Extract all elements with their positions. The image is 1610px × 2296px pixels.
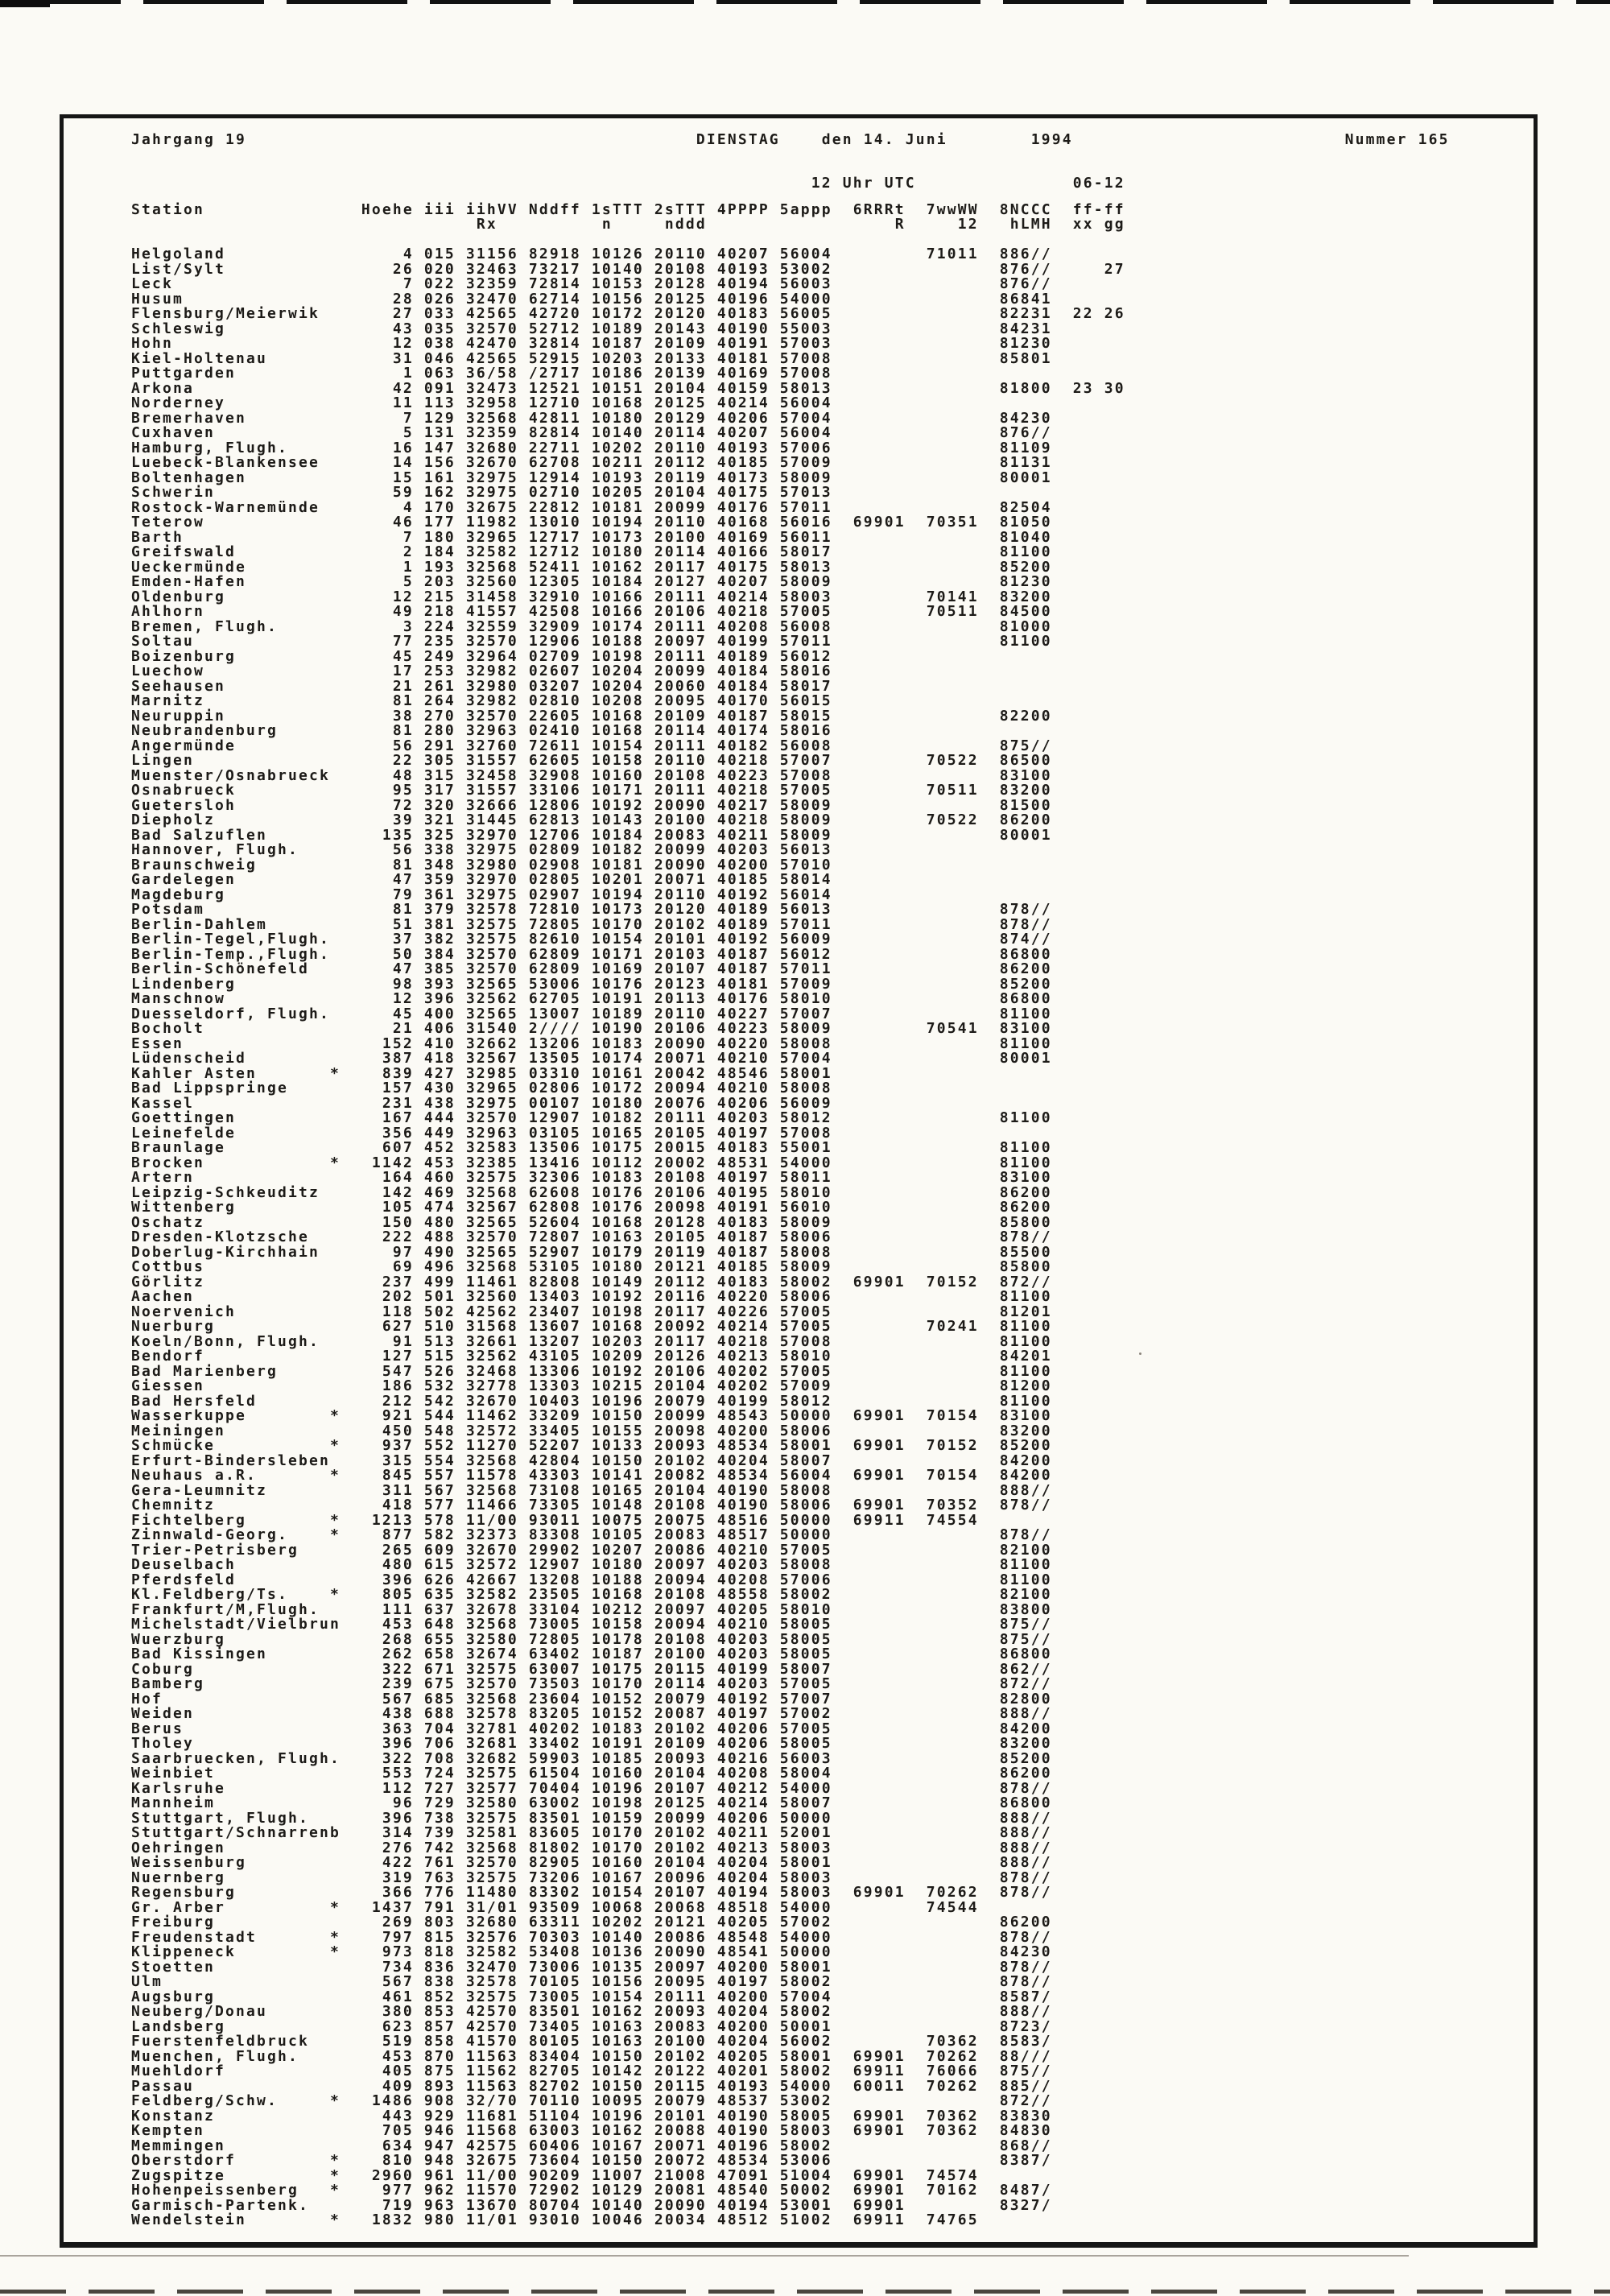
station-row: Weissenburg 422 761 32570 82905 10160 20104 40204 58001 888// [131,1854,1125,1871]
station-row: Tholey 396 706 32681 33402 10191 20109 40206 58005 83200 [131,1735,1125,1752]
station-row: Emden-Hafen 5 203 32560 12305 10184 20127 40207 58009 81230 [131,573,1125,590]
station-row: Gr. Arber * 1437 791 31/01 93509 10068 20068 48518 54000 74544 [131,1898,1125,1916]
station-row: Weiden 438 688 32578 83205 10152 20087 40197 57002 888// [131,1705,1125,1722]
station-row: Noervenich 118 502 42562 23407 10198 20117 40226 57005 81201 [131,1303,1125,1320]
station-row: Goettingen 167 444 32570 12907 10182 20111 40203 58012 81100 [131,1109,1125,1126]
station-row: Boizenburg 45 249 32964 02709 10198 20111 40189 56012 [131,647,1125,665]
station-row: Neuberg/Donau 380 853 42570 83501 10162 20093 40204 58002 888// [131,2003,1125,2020]
station-row: Kiel-Holtenau 31 046 42565 52915 10203 20133 40181 57008 85801 [131,349,1125,367]
station-row: Zinnwald-Georg. * 877 582 32373 83308 10105 20083 48517 50000 878// [131,1526,1125,1543]
station-row: Berlin-Schönefeld 47 385 32570 62809 10169 20107 40187 57011 86200 [131,960,1125,977]
station-row: Klippeneck * 973 818 32582 53408 10136 20090 48541 50000 84230 [131,1943,1125,1960]
station-row: Greifswald 2 184 32582 12712 10180 20114 40166 58017 81100 [131,543,1125,560]
station-row: List/Sylt 26 020 32463 73217 10140 20108 40193 53002 876// 27 [131,260,1125,278]
station-row: Marnitz 81 264 32982 02810 10208 20095 40170 56015 [131,692,1125,709]
station-row: Braunschweig 81 348 32980 02908 10181 20090 40200 57010 [131,856,1125,873]
station-row: Dresden-Klotzsche 222 488 32570 72807 10163 20105 40187 58006 878// [131,1229,1125,1245]
station-row: Cottbus 69 496 32568 53105 10180 20121 40185 58009 85800 [131,1258,1125,1275]
station-row: Wuerzburg 268 655 32580 72805 10178 20108 40203 58005 875// [131,1630,1125,1648]
station-row: Manschnow 12 396 32562 62705 10191 20113 40176 58010 86800 [131,990,1125,1007]
station-row: Cuxhaven 5 131 32359 82814 10140 20114 40207 56004 876// [131,424,1125,441]
station-row: Wasserkuppe * 921 544 11462 33209 10150 20099 48543 50000 69901 70154 83100 [131,1407,1125,1424]
station-row: Wendelstein * 1832 980 11/01 93010 10046 20034 48512 51002 69911 74765 [131,2211,1125,2228]
column-header-line: Station Hoehe iii iihVV Nddff 1sTTT 2sTTT 4PPPP 5appp 6RRRt 7wwWW 8NCCC ff-ff [131,201,1125,218]
station-row: Bad Hersfeld 212 542 32670 10403 10196 20079 40199 58012 81100 [131,1392,1125,1410]
station-row: Feldberg/Schw. * 1486 908 32/70 70110 10095 20079 48537 53002 872// [131,2092,1125,2109]
station-row: Frankfurt/M,Flugh. 111 637 32678 33104 10212 20097 40205 58010 83800 [131,1600,1125,1618]
station-row: Mannheim 96 729 32580 63002 10198 20125 40214 58007 86800 [131,1794,1125,1811]
station-row: Norderney 11 113 32958 12710 10168 20125 40214 56004 [131,394,1125,411]
station-row: Stoetten 734 836 32470 73006 10135 20097 40200 58001 878// [131,1958,1125,1976]
station-row: Helgoland 4 015 31156 82918 10126 20110 40207 56004 71011 886// [131,246,1125,262]
station-row: Angermünde 56 291 32760 72611 10154 20111 40182 56008 875// [131,737,1125,754]
station-row: Hamburg, Flugh. 16 147 32680 22711 10202 20110 40193 57006 81109 [131,439,1125,456]
station-row: Flensburg/Meierwik 27 033 42565 42720 10172 20120 40183 56005 82231 22 26 [131,305,1125,322]
scan-edge-top-blob [0,0,50,7]
station-row: Karlsruhe 112 727 32577 70404 10196 20107 40212 54000 878// [131,1779,1125,1797]
station-row: Leck 7 022 32359 72814 10153 20128 40194 56003 876// [131,275,1125,292]
station-row: Berlin-Temp.,Flugh. 50 384 32570 62809 10171 20103 40187 56012 86800 [131,945,1125,963]
station-row: Schmücke * 937 552 11270 52207 10133 20093 48534 58001 69901 70152 85200 [131,1437,1125,1454]
station-row: Neubrandenburg 81 280 32963 02410 10168 20114 40174 58016 [131,722,1125,739]
station-row: Augsburg 461 852 32575 73005 10154 20111 40200 57004 8587/ [131,1988,1125,2005]
station-row: Kempten 705 946 11568 63003 10162 20088 40190 58003 69901 70362 84830 [131,2122,1125,2139]
station-row: Muehldorf 405 875 11562 82705 10142 20122 40201 58002 69911 76066 875// [131,2063,1125,2079]
station-row: Bocholt 21 406 31540 2//// 10190 20106 40223 58009 70541 83100 [131,1020,1125,1037]
station-row: Guetersloh 72 320 32666 12806 10192 20090 40217 58009 81500 [131,796,1125,814]
station-row: Giessen 186 532 32778 13303 10215 20104 40202 57009 81200 [131,1377,1125,1394]
station-row: Brocken * 1142 453 32385 13416 10112 20002 48531 54000 81100 [131,1154,1125,1171]
station-row: Schwerin 59 162 32975 02710 10205 20104 40175 57013 [131,484,1125,501]
station-row: Leinefelde 356 449 32963 03105 10165 20105 40197 57008 [131,1124,1125,1142]
station-row: Nuernberg 319 763 32575 73206 10167 20096 40204 58003 878// [131,1869,1125,1886]
station-row: Hohn 12 038 42470 32814 10187 20109 40191 57003 81230 [131,335,1125,352]
station-row: Chemnitz 418 577 11466 73305 10148 20108 40190 58006 69901 70352 878// [131,1497,1125,1513]
station-row: Oschatz 150 480 32565 52604 10168 20128 40183 58009 85800 [131,1213,1125,1231]
station-row: Stuttgart/Schnarrenb 314 739 32581 83605 10170 20102 40211 52001 888// [131,1824,1125,1841]
station-row: Aachen 202 501 32560 13403 10192 20116 40220 58006 81100 [131,1288,1125,1305]
station-row: Magdeburg 79 361 32975 02907 10194 20110 40192 56014 [131,886,1125,903]
station-row: Hohenpeissenberg * 977 962 11570 72902 10129 20081 48540 50002 69901 70162 8487/ [131,2182,1125,2199]
station-row: Regensburg 366 776 11480 83302 10154 20107 40194 58003 69901 70262 878// [131,1884,1125,1901]
station-row: Luebeck-Blankensee 14 156 32670 62708 10211 20112 40185 57009 81131 [131,454,1125,471]
station-row: Memmingen 634 947 42575 60406 10167 20071 40196 58002 868// [131,2137,1125,2154]
station-row: Coburg 322 671 32575 63007 10175 20115 40199 58007 862// [131,1660,1125,1678]
station-row: Erfurt-Bindersleben 315 554 32568 42804 10150 20102 40204 58007 84200 [131,1452,1125,1469]
station-row: Kl.Feldberg/Ts. * 805 635 32582 23505 10168 20108 48558 58002 82100 [131,1586,1125,1603]
station-row: Ulm 567 838 32578 70105 10156 20095 40197 58002 878// [131,1973,1125,1990]
station-row: Berus 363 704 32781 40202 10183 20102 40206 57005 84200 [131,1720,1125,1737]
station-row: Trier-Petrisberg 265 609 32670 29902 10207 20086 40210 57005 82100 [131,1541,1125,1559]
station-row: Seehausen 21 261 32980 03207 10204 20060 40184 58017 [131,677,1125,695]
station-row: Neuruppin 38 270 32570 22605 10168 20109 40187 58015 82200 [131,707,1125,725]
station-row: Ueckermünde 1 193 32568 52411 10162 20117 40175 58013 85200 [131,558,1125,576]
station-row: Muenchen, Flugh. 453 870 11563 83404 10150 20102 40205 58001 69901 70262 88/// [131,2047,1125,2065]
station-row: Konstanz 443 929 11681 51104 10196 20101 40190 58005 69901 70362 83830 [131,2107,1125,2125]
station-row: Zugspitze * 2960 961 11/00 90209 11007 21008 47091 51004 69901 74574 [131,2166,1125,2184]
station-row: Kahler Asten * 839 427 32985 03310 10161 20042 48546 58001 [131,1064,1125,1082]
station-row: Nuerburg 627 510 31568 13607 10168 20092 40214 57005 70241 81100 [131,1318,1125,1335]
station-row: Puttgarden 1 063 36/58 /2717 10186 20139 40169 57008 [131,365,1125,382]
station-row: Landsberg 623 857 42570 73405 10163 20083 40200 50001 8723/ [131,2017,1125,2035]
station-row: Braunlage 607 452 32583 13506 10175 20015 40183 55001 81100 [131,1139,1125,1156]
scan-speck [1139,1352,1141,1355]
scan-artifact-line [0,2255,1409,2257]
bulletin-text [131,0,1450,2228]
station-row: Passau 409 893 11563 82702 10150 20115 40193 54000 60011 70262 885// [131,2077,1125,2095]
scan-edge-top [0,0,1610,4]
station-row: Hannover, Flugh. 56 338 32975 02809 10182 20099 40203 56013 [131,841,1125,858]
station-row: Bremen, Flugh. 3 224 32559 32909 10174 20111 40208 56008 81000 [131,617,1125,635]
station-row: Husum 28 026 32470 62714 10156 20125 40196 54000 86841 [131,290,1125,308]
station-row: Rostock-Warnemünde 4 170 32675 22812 10181 20099 40176 57011 82504 [131,498,1125,516]
station-row: Artern 164 460 32575 32306 10183 20108 40197 58011 83100 [131,1169,1125,1186]
station-row: Bad Kissingen 262 658 32674 63402 10187 20100 40203 58005 86800 [131,1646,1125,1662]
station-row: Fuerstenfeldbruck 519 858 41570 80105 10163 20100 40204 56002 70362 8583/ [131,2033,1125,2050]
station-row: Bamberg 239 675 32570 73503 10170 20114 40203 57005 872// [131,1675,1125,1692]
station-row: Leipzig-Schkeuditz 142 469 32568 62608 10176 20106 40195 58010 86200 [131,1183,1125,1201]
station-row: Freudenstadt * 797 815 32576 70303 10140 20086 48548 54000 878// [131,1928,1125,1946]
station-row: Muenster/Osnabrueck 48 315 32458 32908 10160 20108 40223 57008 83100 [131,766,1125,784]
station-row: Koeln/Bonn, Flugh. 91 513 32661 13207 10203 20117 40218 57008 81100 [131,1332,1125,1350]
station-row: Soltau 77 235 32570 12906 10188 20097 40199 57011 81100 [131,633,1125,650]
station-row: Essen 152 410 32662 13206 10183 20090 40220 58008 81100 [131,1034,1125,1052]
station-row: Bendorf 127 515 32562 43105 10209 20126 40213 58010 84201 [131,1348,1125,1365]
station-row: Berlin-Dahlem 51 381 32575 72805 10170 20102 40189 57011 878// [131,915,1125,933]
station-row: Schleswig 43 035 32570 52712 10189 20143 40190 55003 84231 [131,320,1125,337]
station-row: Potsdam 81 379 32578 72810 10173 20120 40189 56013 878// [131,901,1125,918]
station-row: Osnabrueck 95 317 31557 33106 10171 20111 40218 57005 70511 83200 [131,782,1125,799]
station-row: Berlin-Tegel,Flugh. 37 382 32575 82610 10154 20101 40192 56009 874// [131,931,1125,948]
station-row: Diepholz 39 321 31445 62813 10143 20100 40218 58009 70522 86200 [131,811,1125,828]
station-row: Weinbiet 553 724 32575 61504 10160 20104 40208 58004 86200 [131,1765,1125,1782]
station-row: Barth 7 180 32965 12717 10173 20100 40169 56011 81040 [131,528,1125,546]
station-row: Bad Lippspringe 157 430 32965 02806 10172 20094 40210 58008 [131,1080,1125,1096]
station-row: Teterow 46 177 11982 13010 10194 20110 40168 56016 69901 70351 81050 [131,514,1125,531]
station-row: Hof 567 685 32568 23604 10152 20079 40192 57007 82800 [131,1690,1125,1708]
station-row: Oberstdorf * 810 948 32675 73604 10150 20072 48534 53006 8387/ [131,2152,1125,2169]
station-row: Görlitz 237 499 11461 82808 10149 20112 40183 58002 69901 70152 872// [131,1273,1125,1290]
station-row: Fichtelberg * 1213 578 11/00 93011 10075 20075 48516 50000 69911 74554 [131,1511,1125,1529]
station-row: Garmisch-Partenk. 719 963 13670 80704 10140 20090 40194 53001 69901 8327/ [131,2196,1125,2214]
observation-time-line: 12 Uhr UTC 06-12 [131,175,1125,192]
station-row: Gardelegen 47 359 32970 02805 10201 20071 40185 58014 [131,871,1125,888]
station-row: Arkona 42 091 32473 12521 10151 20104 40159 58013 81800 23 30 [131,379,1125,397]
station-row: Oldenburg 12 215 31458 32910 10166 20111 40214 58003 70141 83200 [131,588,1125,605]
station-row: Bremerhaven 7 129 32568 42811 10180 20129 40206 57004 84230 [131,409,1125,427]
masthead-line: Jahrgang 19 DIENSTAG den 14. Juni 1994 Nummer 165 [131,131,1450,148]
station-row: Duesseldorf, Flugh. 45 400 32565 13007 10189 20110 40227 57007 81100 [131,1005,1125,1022]
station-row: Neuhaus a.R. * 845 557 11578 43303 10141 20082 48534 56004 69901 70154 84200 [131,1467,1125,1484]
station-row: Lüdenscheid 387 418 32567 13505 10174 20071 40210 57004 80001 [131,1050,1125,1067]
station-row: Boltenhagen 15 161 32975 12914 10193 20119 40173 58009 80001 [131,469,1125,486]
station-row: Meiningen 450 548 32572 33405 10155 20098 40200 58006 83200 [131,1422,1125,1439]
station-row: Oehringen 276 742 32568 81802 10170 20102 40213 58003 888// [131,1839,1125,1856]
station-row: Lindenberg 98 393 32565 53006 10176 20123 40181 57009 85200 [131,975,1125,993]
column-subheader-line: Rx n nddd R 12 hLMH xx gg [131,216,1125,233]
station-row: Stuttgart, Flugh. 396 738 32575 83501 10159 20099 40206 50000 888// [131,1809,1125,1827]
station-row: Bad Marienberg 547 526 32468 13306 10192 20106 40202 57005 81100 [131,1362,1125,1380]
station-row: Michelstadt/Vielbrun 453 648 32568 73005 10158 20094 40210 58005 875// [131,1616,1125,1633]
station-row: Luechow 17 253 32982 02607 10204 20099 40184 58016 [131,663,1125,679]
scan-edge-bottom [0,2290,1610,2294]
station-row: Kassel 231 438 32975 00107 10180 20076 40206 56009 [131,1094,1125,1112]
station-row: Wittenberg 105 474 32567 62808 10176 20098 40191 56010 86200 [131,1199,1125,1216]
station-row: Gera-Leumnitz 311 567 32568 73108 10165 20104 40190 58008 888// [131,1481,1125,1499]
station-row: Saarbruecken, Flugh. 322 708 32682 59903 10185 20093 40216 56003 85200 [131,1749,1125,1767]
station-row: Deuselbach 480 615 32572 12907 10180 20097 40203 58008 81100 [131,1556,1125,1573]
station-row: Lingen 22 305 31557 62605 10158 20110 40218 57007 70522 86500 [131,752,1125,769]
station-row: Pferdsfeld 396 626 42667 13208 10188 20094 40208 57006 81100 [131,1571,1125,1588]
station-row: Ahlhorn 49 218 41557 42508 10166 20106 40218 57005 70511 84500 [131,603,1125,620]
station-row: Freiburg 269 803 32680 63311 10202 20121 40205 57002 86200 [131,1914,1125,1931]
station-table [131,247,1125,2228]
station-row: Bad Salzuflen 135 325 32970 12706 10184 20083 40211 58009 80001 [131,826,1125,844]
station-row: Doberlug-Kirchhain 97 490 32565 52907 10179 20119 40187 58008 85500 [131,1243,1125,1261]
